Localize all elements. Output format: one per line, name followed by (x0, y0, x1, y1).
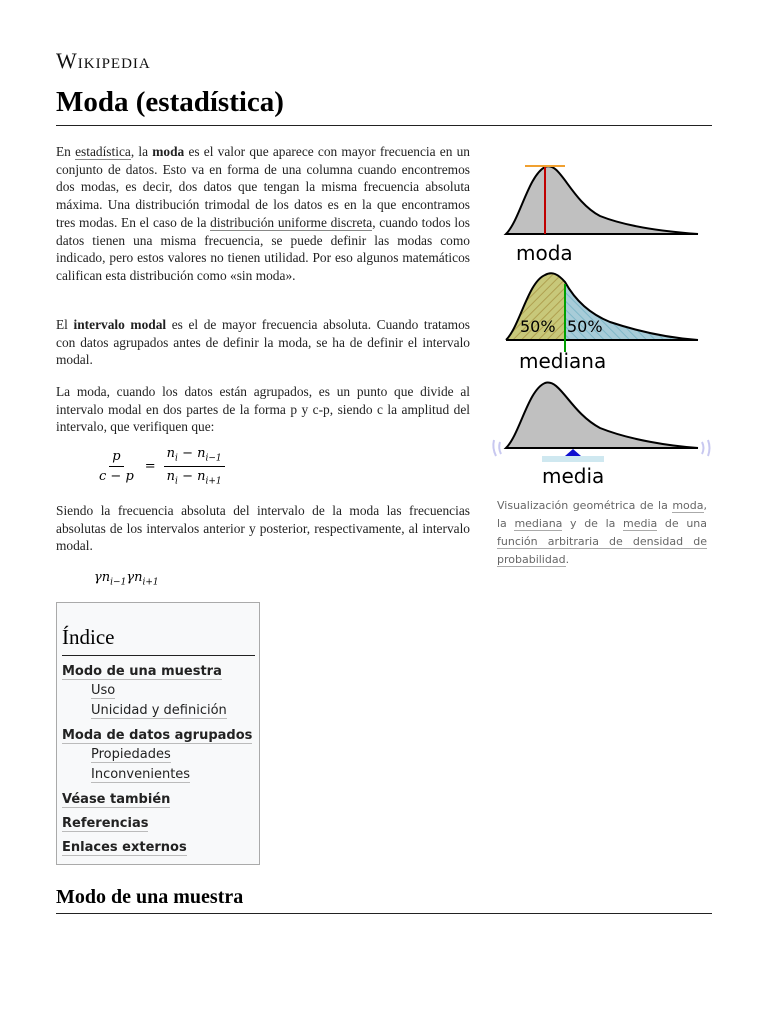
media-fulcrum (565, 449, 581, 456)
moda-curve (506, 166, 698, 234)
mode-formula (96, 446, 225, 486)
label-media: media (542, 464, 605, 488)
left-tilt-mark (493, 440, 496, 456)
toc-item-referencias[interactable]: Referencias (62, 816, 149, 831)
intro-paragraph-2: El intervalo modal es el de mayor frecuencia absoluta. Cuando tratamos con datos agrupados antes de definir la moda, se ha de definir el intervalo modal. (56, 317, 470, 368)
toc-item-moda-de-datos-agrupados[interactable]: Moda de datos agrupados (62, 728, 253, 743)
section-divider (56, 913, 712, 914)
table-of-contents (56, 602, 260, 865)
wikipedia-logo[interactable]: Wikipedia (56, 48, 151, 73)
toc-item-modo-de-una-muestra[interactable]: Modo de una muestra (62, 664, 222, 679)
label-moda: moda (516, 241, 573, 265)
toc-divider (62, 655, 255, 656)
toc-item-enlaces-externos[interactable]: Enlaces externos (62, 840, 187, 855)
formula-equals: = (144, 458, 156, 474)
page-title: Moda (estadística) (56, 86, 284, 118)
intro-paragraph-1: En estadística, la moda es el valor que aparece con mayor frecuencia en un conjunto de datos. Esto va en forma de una columna cuando encontremos dos modas, es decir, dos datos que tengan la misma frecuencia absoluta máxima. Una distribución trimodal de los datos es en la que encontramos tres modas. En el caso de la distribución uniforme discreta, cuando todos los datos tienen una misma frecuencia, se puede definir las modas como indicado, pero estos valores no tienen utilidad. Por eso algunos matemáticos califican esta distribución como «sin moda». (56, 144, 470, 283)
intro-paragraph-4: Siendo la frecuencia absoluta del intervalo de la moda las frecuencias absolutas de los intervalos anterior y posterior, respectivamente, al intervalo modal. (56, 503, 470, 554)
section-heading-modo-de-una-muestra: Modo de una muestra (56, 886, 244, 908)
toc-item-uso[interactable]: Uso (91, 683, 116, 698)
right-tilt-mark (702, 442, 704, 454)
label-mediana: mediana (519, 349, 607, 373)
toc-item-propiedades[interactable]: Propiedades (91, 747, 171, 762)
toc-item-vease-tambien[interactable]: Véase también (62, 792, 171, 807)
toc-title: Índice (62, 625, 115, 649)
title-divider (56, 125, 712, 126)
toc-item-inconvenientes[interactable]: Inconvenientes (91, 767, 191, 782)
gamma-expression: $\gamma n_{i-1}\gamma n_{i+1}$ (94, 570, 159, 588)
mode-median-mean-figure[interactable] (490, 150, 712, 490)
caption-link-moda[interactable]: moda (672, 499, 704, 512)
moda-panel (506, 166, 698, 265)
label-right-percent: 50% (567, 317, 603, 336)
toc-item-unicidad-y-definicion[interactable]: Unicidad y definición (91, 703, 227, 718)
caption-link-media[interactable]: media (623, 517, 658, 530)
bold-moda: moda (152, 144, 185, 159)
right-tilt-mark-2 (708, 440, 710, 456)
fulcrum-base (542, 456, 604, 462)
label-left-percent: 50% (520, 317, 556, 336)
intro-paragraph-3: La moda, cuando los datos están agrupados, es un punto que divide al intervalo modal en dos partes de la forma p y c-p, siendo c la amplitud del intervalo, que verifiquen que: (56, 384, 470, 435)
formula-rhs-fraction: $\frac{n_i - n_{i-1}}{n_i - n_{i+1}}$ (164, 446, 225, 486)
caption-link-funcion-densidad[interactable]: función arbitraria de densidad de probabilidad (497, 535, 707, 566)
bold-intervalo-modal: intervalo modal (73, 317, 167, 332)
mediana-panel (506, 273, 698, 373)
media-panel (493, 383, 709, 488)
left-tilt-mark-2 (499, 442, 501, 454)
link-distribucion-uniforme[interactable]: distribución uniforme discreta (210, 214, 373, 230)
figure-caption: Visualización geométrica de la moda, la mediana y de la media de una función arbitraria de densidad de probabilidad. (497, 499, 708, 566)
link-estadistica[interactable]: estadística (75, 144, 131, 159)
distribution-diagram (490, 150, 712, 490)
caption-link-mediana[interactable]: mediana (514, 517, 563, 530)
formula-lhs-fraction: $\frac{p}{c - p}$ (99, 448, 134, 484)
media-curve (506, 383, 698, 448)
